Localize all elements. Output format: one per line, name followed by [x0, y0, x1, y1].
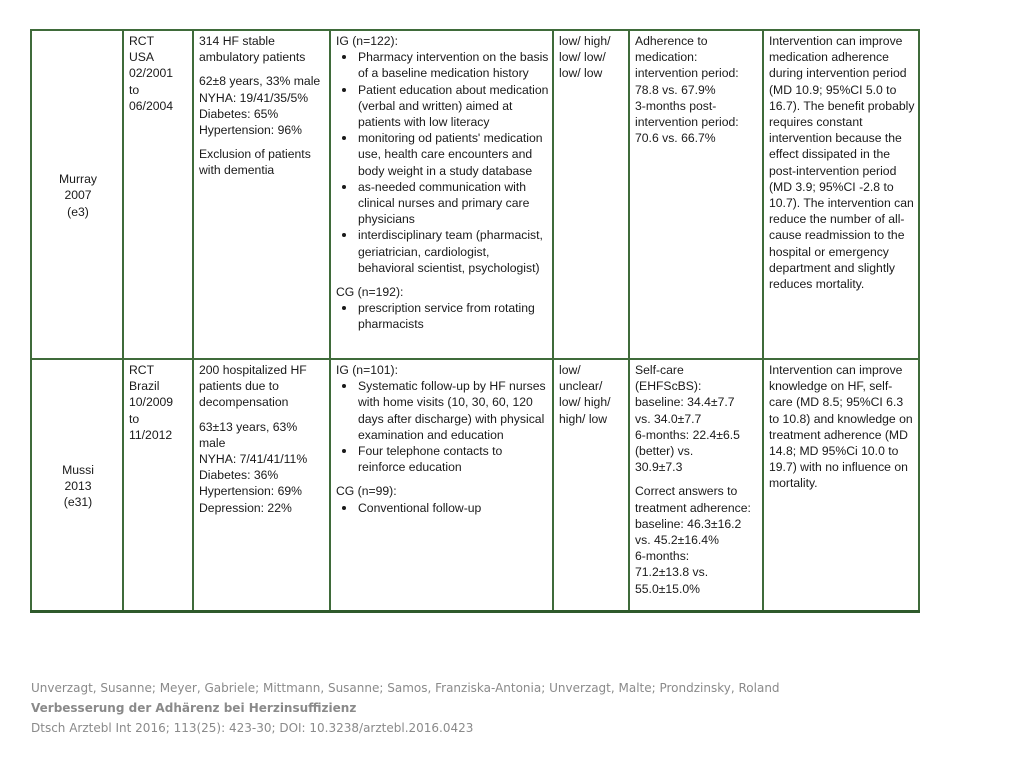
table-row — [31, 30, 919, 359]
study-cell — [31, 30, 123, 359]
population-line: Exclusion of patients with dementia — [199, 147, 311, 178]
list-item: Pharmacy intervention on the basis of a baseline medication history — [358, 50, 549, 81]
design-cell — [123, 359, 193, 612]
study-ref: (e3) — [67, 204, 89, 219]
footer-citation: Dtsch Arztebl Int 2016; 113(25): 423-30; DOI: 10.3238/arztebl.2016.0423 — [31, 721, 474, 735]
result-text: Intervention can improve knowledge on HF, self-care (MD 8.5; 95%CI 6.3 to 10.8) and knowledge on treatment adherence (MD 14.8; MD 95%Ci 10.0 to 19.7) with no influence on mortality. — [769, 363, 913, 491]
study-ref: (e31) — [63, 495, 93, 510]
population-line: 62±8 years, 33% male NYHA: 19/41/35/5% Diabetes: 65% Hypertension: 96% — [199, 74, 321, 138]
study-author: Murray — [59, 172, 97, 187]
ig-list — [336, 378, 549, 475]
ig-header: IG (n=101): — [336, 363, 398, 377]
risk-text: low/ high/ low/ low/ low/ low — [559, 34, 611, 81]
outcome-cell — [629, 30, 763, 359]
list-item: Systematic follow-up by HF nurses with home visits (10, 30, 60, 120 days after discharge) with physical examination and education — [358, 378, 549, 443]
list-item: as-needed communication with clinical nurses and primary care physicians — [358, 179, 549, 228]
cg-header: CG (n=99): — [336, 484, 397, 499]
intervention-cell — [330, 30, 553, 359]
ig-list — [336, 49, 549, 276]
outcome-cell — [629, 359, 763, 612]
risk-cell — [553, 30, 629, 359]
risk-cell — [553, 359, 629, 612]
design-text: RCT USA 02/2001 to 06/2004 — [129, 34, 174, 113]
list-item: Conventional follow-up — [358, 500, 549, 516]
list-item: prescription service from rotating pharmacists — [358, 300, 549, 332]
study-year: 2007 — [64, 188, 92, 203]
risk-text: low/ unclear/ low/ high/ high/ low — [559, 363, 611, 426]
footer-title: Verbesserung der Adhärenz bei Herzinsuffizienz — [31, 701, 357, 715]
population-cell — [193, 359, 330, 612]
design-cell — [123, 30, 193, 359]
study-year: 2013 — [64, 478, 92, 493]
ig-header: IG (n=122): — [336, 34, 398, 48]
intervention-cell — [330, 359, 553, 612]
result-cell — [763, 359, 919, 612]
population-line: 200 hospitalized HF patients due to decompensation — [199, 363, 307, 410]
cg-list — [336, 500, 549, 516]
evidence-table — [30, 29, 920, 613]
cg-header: CG (n=192): — [336, 285, 404, 300]
outcome-text: Adherence to medication: intervention period: 78.8 vs. 67.9% 3-months post-intervention period: 70.6 vs. 66.7% — [635, 34, 739, 146]
outcome-text: Self-care (EHFScBS): baseline: 34.4±7.7 vs. 34.0±7.7 6-months: 22.4±6.5 (better) vs. 30.9±7.3 — [635, 363, 740, 475]
list-item: Patient education about medication (verbal and written) aimed at patients with low literacy — [358, 82, 549, 130]
population-line: 63±13 years, 63% male NYHA: 7/41/41/11% Diabetes: 36% Hypertension: 69% Depression: 22% — [199, 419, 308, 515]
study-author: Mussi — [62, 462, 94, 477]
population-line: 314 HF stable ambulatory patients — [199, 34, 306, 65]
list-item: interdisciplinary team (pharmacist, geriatrician, cardiologist, behavioral scientist, psychologist) — [358, 227, 549, 276]
study-cell — [31, 359, 123, 612]
list-item: monitoring od patients' medication use, health care encounters and body weight in a study database — [358, 130, 549, 179]
list-item: Four telephone contacts to reinforce education — [358, 443, 549, 475]
outcome-text: Correct answers to treatment adherence: baseline: 46.3±16.2 vs. 45.2±16.4% 6-months: 71.2±13.8 vs. 55.0±15.0% — [635, 484, 751, 596]
footer-authors: Unverzagt, Susanne; Meyer, Gabriele; Mittmann, Susanne; Samos, Franziska-Antonia; Unverzagt, Malte; Prondzinsky, Roland — [31, 681, 780, 695]
cg-list — [336, 300, 549, 332]
population-cell — [193, 30, 330, 359]
table-row — [31, 359, 919, 612]
result-text: Intervention can improve medication adherence during intervention period (MD 10.9; 95%CI 5.0 to 16.7). The benefit probably requires constant intervention because the effect dissipated in the post-intervention period (MD 3.9; 95%CI -2.8 to 10.7). The intervention can reduce the number of all-cause readmission to the hospital or emergency department and slightly reduces mortality. — [769, 34, 915, 292]
citation-footer — [31, 678, 780, 738]
design-text: RCT Brazil 10/2009 to 11/2012 — [129, 363, 174, 442]
result-cell — [763, 30, 919, 359]
